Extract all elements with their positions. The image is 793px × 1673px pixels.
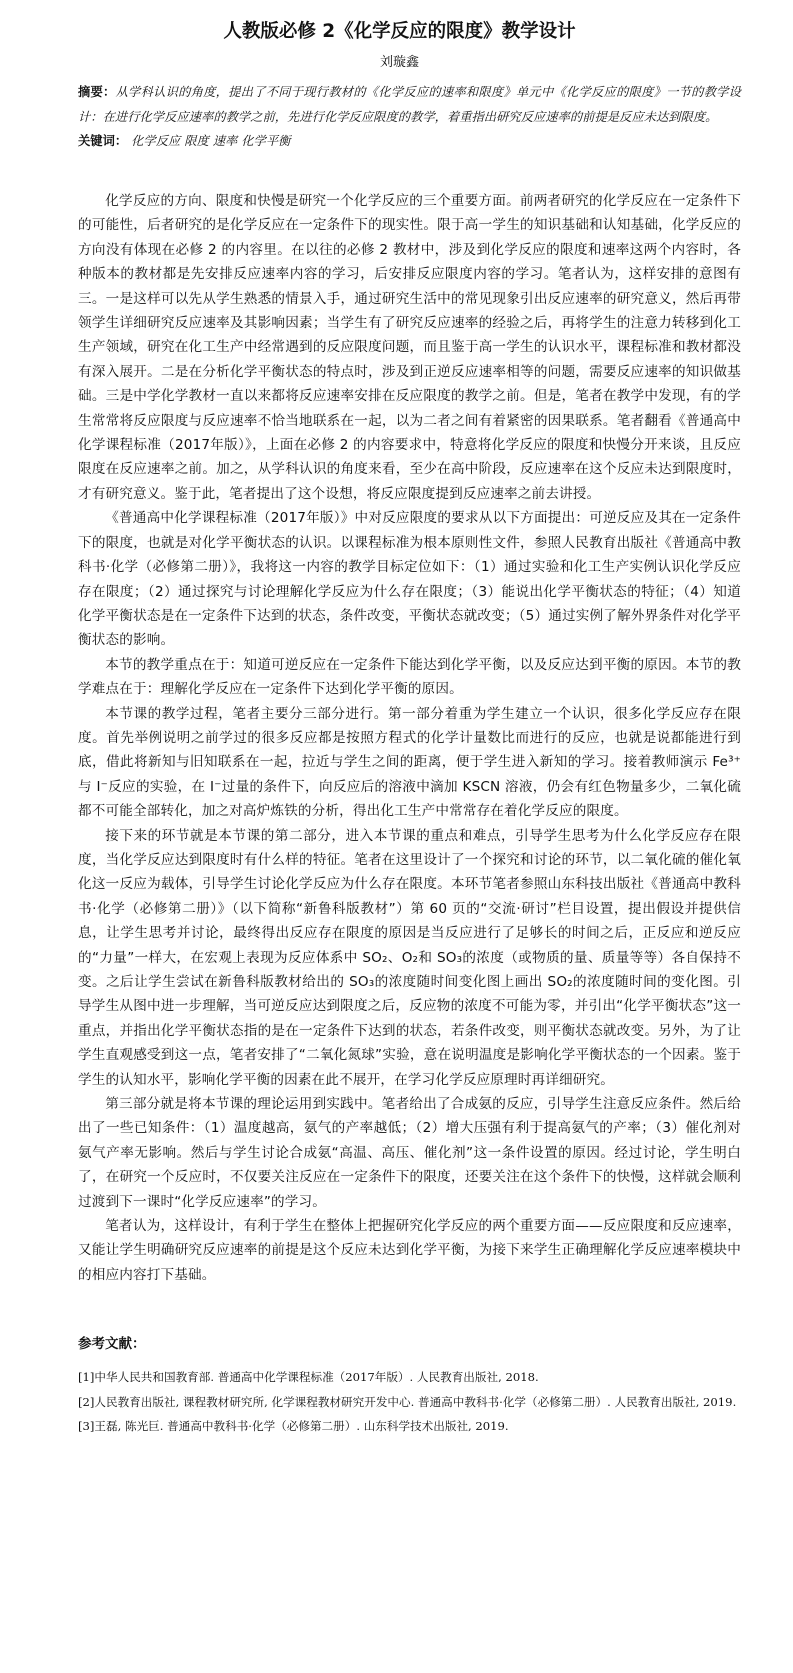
keywords-label: 关键词： [78, 134, 128, 148]
reference-item: [2]人民教育出版社, 课程教材研究所, 化学课程教材研究开发中心. 普通高中教科书·化学（必修第二册）. 人民教育出版社, 2019. [78, 1394, 737, 1409]
body-text [78, 189, 741, 1287]
references-heading: 参考文献： [78, 1336, 146, 1353]
abstract [78, 80, 741, 129]
reference-item: [1]中华人民共和国教育部. 普通高中化学课程标准（2017年版）. 人民教育出版社, 2018. [78, 1370, 539, 1385]
reference-item: [3]王磊, 陈光巨. 普通高中教科书·化学（必修第二册）. 山东科学技术出版社, 2019. [78, 1419, 509, 1434]
paragraph: 接下来的环节就是本节课的第二部分，进入本节课的重点和难点，引导学生思考为什么化学反应存在限度，当化学反应达到限度时有什么样的特征。笔者在这里设计了一个探究和讨论的环节，以二氧化硫的催化氧化这一反应为载体，引导学生讨论化学反应为什么存在限度。本环节笔者参照山东科技出版社《普通高中教科书·化学（必修第二册）》（以下简称“新鲁科版教材”）第 60 页的“交流·研讨”栏目设置，提出假设并提供信息，让学生思考并讨论，最终得出反应存在限度的原因是当反应进行了足够长的时间之后，正反应和逆反应的“力量”一样大，在宏观上表现为反应体系中 SO₂、O₂和 SO₃的浓度（或物质的量、质量等等）各自保持不变。之后让学生尝试在新鲁科版教材给出的 SO₃的浓度随时间变化图上画出 SO₂的浓度随时间的变化图。引导学生从图中进一步理解，当可逆反应达到限度之后，反应物的浓度不可能为零，并引出“化学平衡状态”这一重点，并指出化学平衡状态指的是在一定条件下达到的状态，若条件改变，则平衡状态就改变。另外，为了让学生直观感受到这一点，笔者安排了“二氧化氮球”实验，意在说明温度是影响化学平衡状态的一个因素。鉴于学生的认知水平，影响化学平衡的因素在此不展开，在学习化学反应原理时再详细研究。 [78, 827, 741, 1088]
paragraph: 化学反应的方向、限度和快慢是研究一个化学反应的三个重要方面。前两者研究的化学反应在一定条件下的可能性，后者研究的是化学反应在一定条件下的现实性。限于高一学生的知识基础和认知基础，化学反应的方向没有体现在必修 2 的内容里。在以往的必修 2 教材中，涉及到化学反应的限度和速率这两个内容时，各种版本的教材都是先安排反应速率内容的学习，后安排反应限度内容的学习。笔者认为，这样安排的意图有三。一是这样可以先从学生熟悉的情景入手，通过研究生活中的常见现象引出反应速率的研究意义，然后再带领学生详细研究反应速率及其影响因素；当学生有了研究反应速率的经验之后，再将学生的注意力转移到化工生产领域，研究在化工生产中经常遇到的反应限度问题，而且鉴于高一学生的认识水平，课程标准和教材都没有深入展开。二是在分析化学平衡状态的特点时，涉及到正逆反应速率相等的问题，需要反应速率的知识做基础。三是中学化学教材一直以来都将反应速率安排在反应限度的教学之前。但是，笔者在教学中发现，有的学生常常将反应限度与反应速率不恰当地联系在一起，以为二者之间有着紧密的因果联系。笔者翻看《普通高中化学课程标准（2017年版）》，上面在必修 2 的内容要求中，特意将化学反应的限度和快慢分开来谈，且反应限度在反应速率之前。加之，从学科认识的角度来看，至少在高中阶段，反应速率在这个反应未达到限度时，才有研究意义。鉴于此，笔者提出了这个设想，将反应限度提到反应速率之前去讲授。 [78, 193, 741, 502]
paragraph: 本节课的教学过程，笔者主要分三部分进行。第一部分着重为学生建立一个认识，很多化学反应存在限度。首先举例说明之前学过的很多反应都是按照方程式的化学计量数比而进行的反应，也就是说都能进行到底，借此将新知与旧知联系在一起，拉近与学生之间的距离，便于学生进入新知的学习。接着教师演示 Fe³⁺与 I⁻反应的实验，在 I⁻过量的条件下，向反应后的溶液中滴加 KSCN 溶液，仍会有红色物量多少，二氧化硫都不可能全部转化，加之对高炉炼铁的分析，得出化工生产中常常存在着化学反应的限度。 [78, 705, 741, 820]
paragraph: 第三部分就是将本节课的理论运用到实践中。笔者给出了合成氨的反应，引导学生注意反应条件。然后给出了一些已知条件：（1）温度越高，氨气的产率越低；（2）增大压强有利于提高氨气的产率；（3）催化剂对氨气产率无影响。然后与学生讨论合成氨“高温、高压、催化剂”这一条件设置的原因。经过讨论，学生明白了，在研究一个反应时，不仅要关注反应在一定条件下的限度，还要关注在这个条件下的快慢，这样就会顺利过渡到下一课时“化学反应速率”的学习。 [78, 1096, 741, 1210]
paragraph: 笔者认为，这样设计，有利于学生在整体上把握研究化学反应的两个重要方面——反应限度和反应速率，又能让学生明确研究反应速率的前提是这个反应未达到化学平衡，为接下来学生正确理解化学反应速率模块中的相应内容打下基础。 [78, 1218, 741, 1283]
keywords [78, 129, 741, 153]
document-title: 人教版必修 2《化学反应的限度》教学设计 [223, 21, 576, 42]
abstract-text: 从学科认识的角度，提出了不同于现行教材的《化学反应的速率和限度》单元中《化学反应的限度》一节的教学设计：在进行化学反应速率的教学之前，先进行化学反应限度的教学，着重指出研究反应速率的前提是反应未达到限度。 [78, 85, 741, 124]
keywords-text: 化学反应 限度 速率 化学平衡 [131, 134, 291, 148]
paragraph: 《普通高中化学课程标准（2017年版）》中对反应限度的要求从以下方面提出：可逆反应及其在一定条件下的限度，也就是对化学平衡状态的认识。以课程标准为根本原则性文件，参照人民教育出版社《普通高中教科书·化学（必修第二册）》，我将这一内容的教学目标定位如下：（1）通过实验和化工生产实例认识化学反应存在限度；（2）通过探究与讨论理解化学反应为什么存在限度；（3）能说出化学平衡状态的特征；（4）知道化学平衡状态是在一定条件下达到的状态，条件改变，平衡状态就改变；（5）通过实例了解外界条件对化学平衡状态的影响。 [78, 510, 741, 649]
paragraph: 本节的教学重点在于：知道可逆反应在一定条件下能达到化学平衡，以及反应达到平衡的原因。本节的教学难点在于：理解化学反应在一定条件下达到化学平衡的原因。 [78, 656, 741, 698]
references-list [78, 1365, 741, 1439]
author-name: 刘璇鑫 [379, 55, 419, 70]
abstract-label: 摘要： [78, 85, 116, 99]
